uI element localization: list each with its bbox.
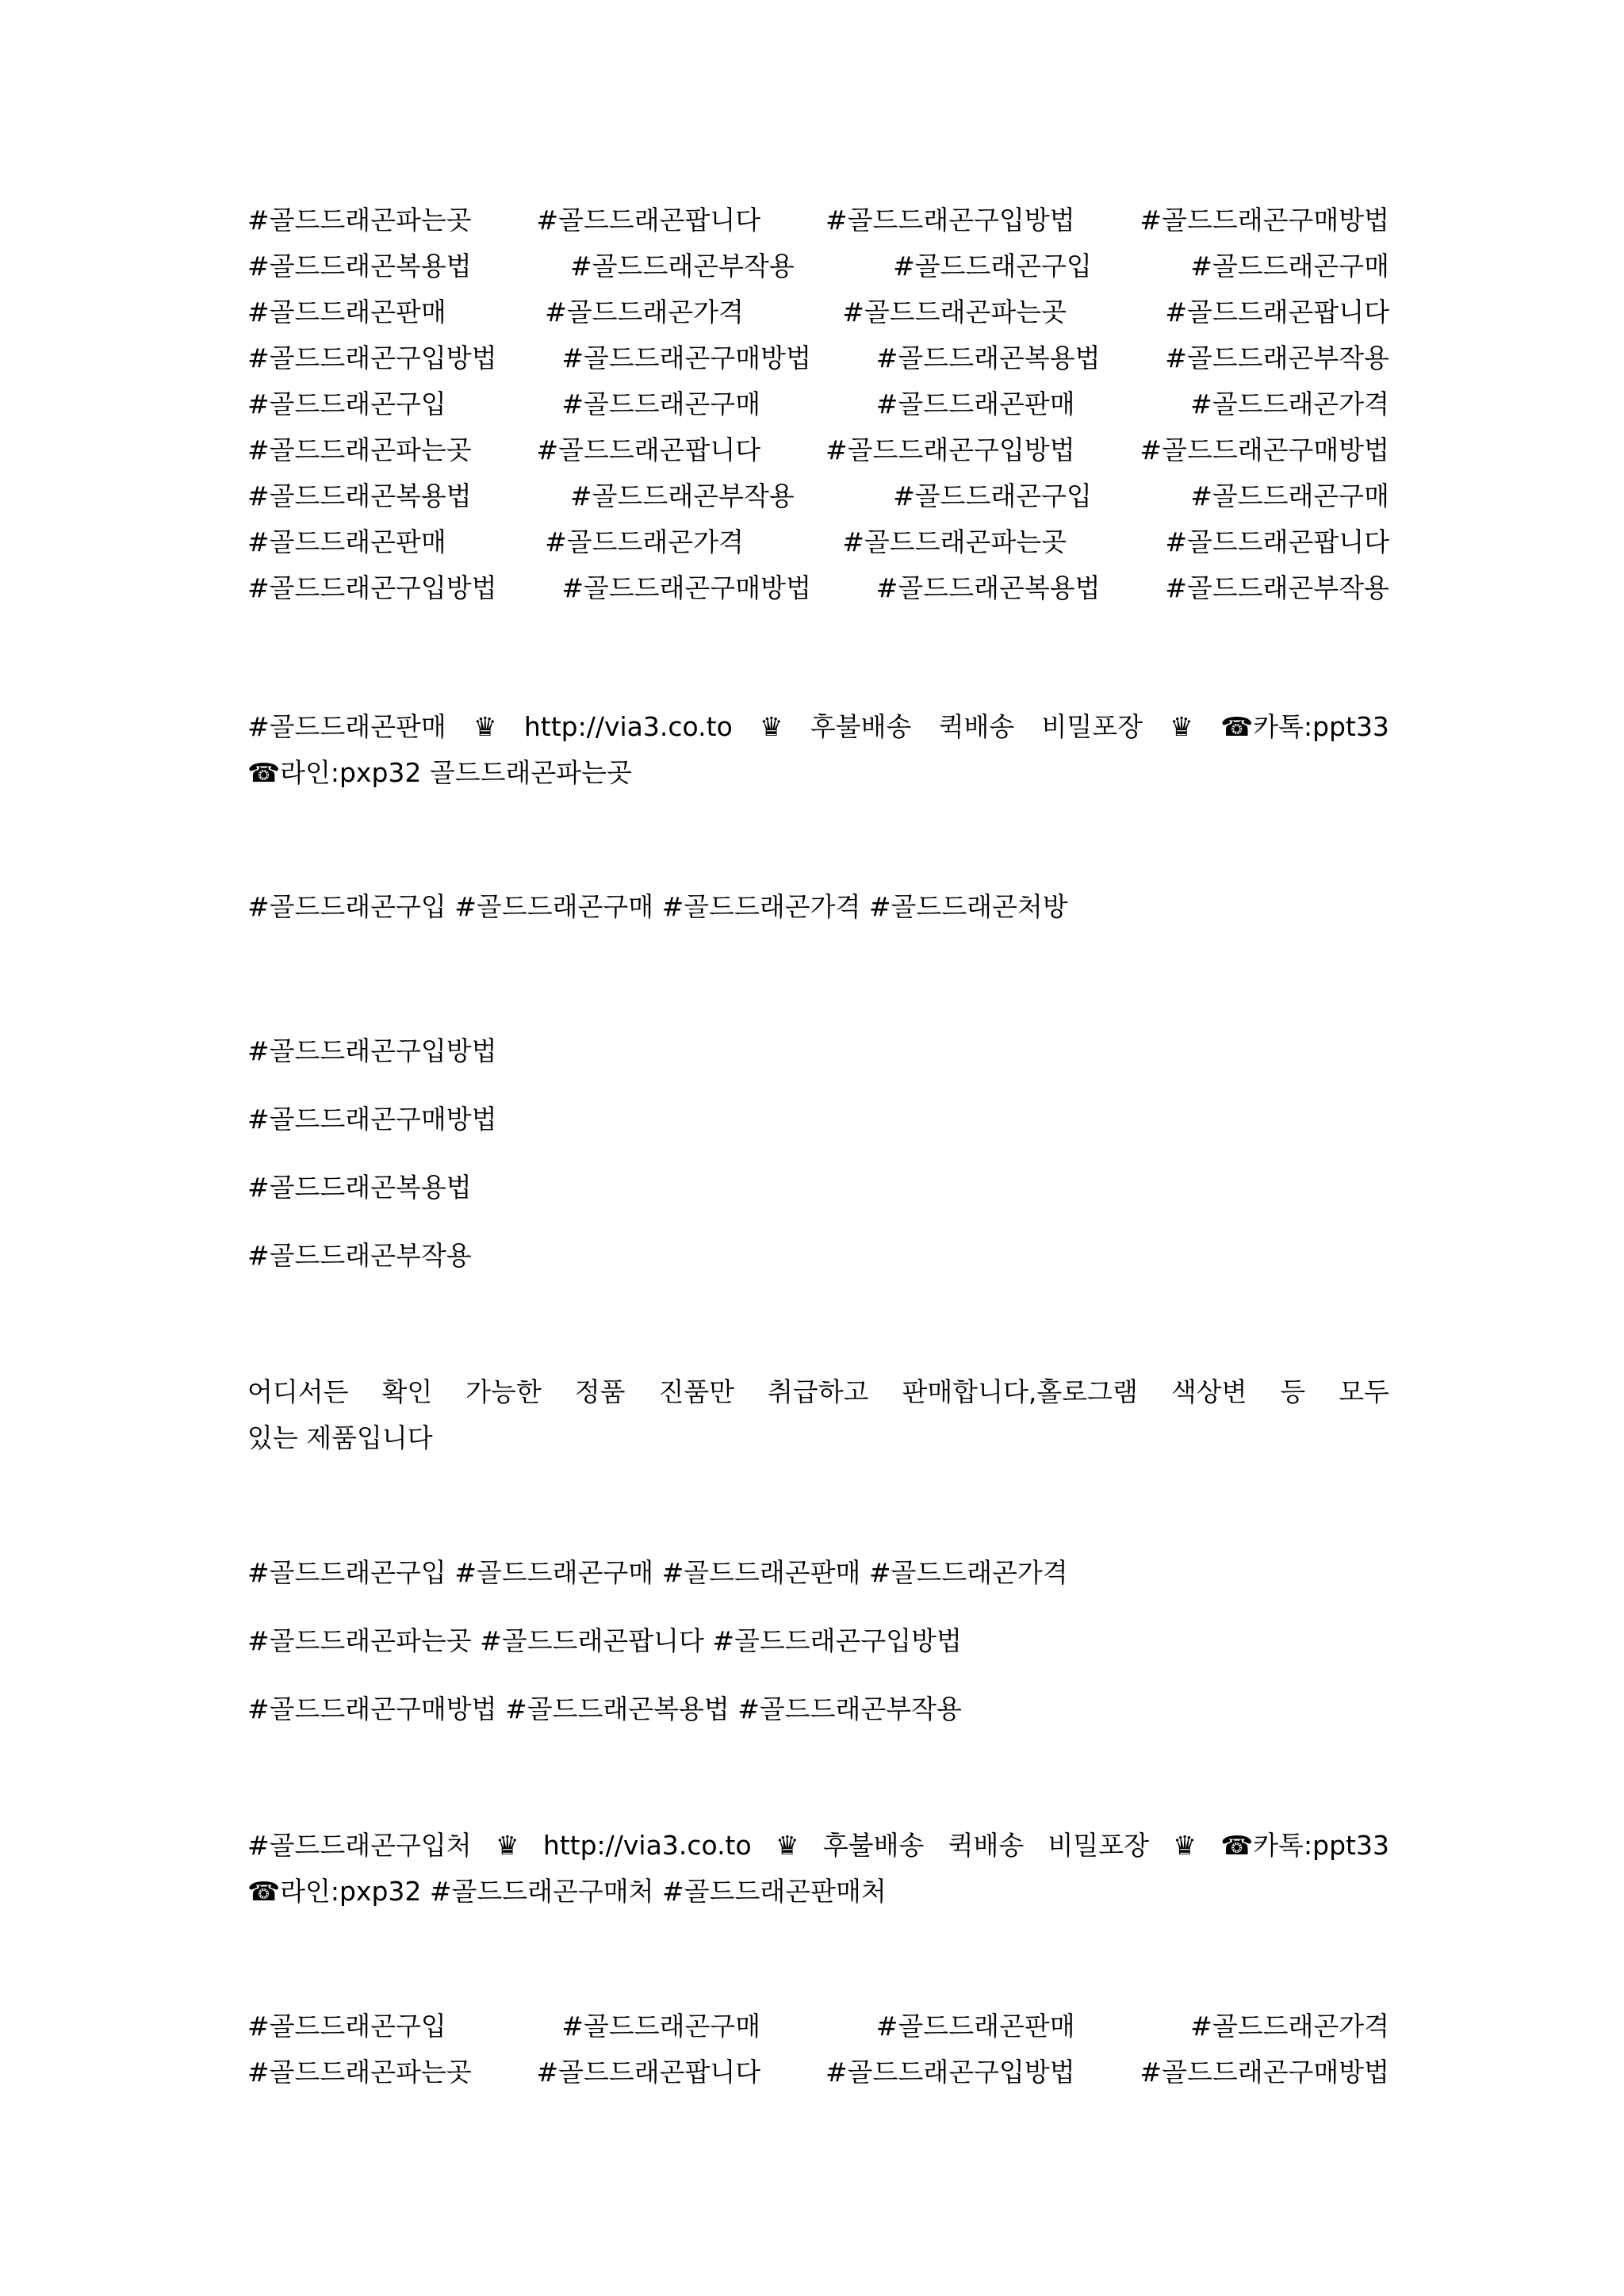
hashtag: #골드드래곤부작용 bbox=[570, 480, 795, 511]
hashtag: #골드드래곤팝니다 bbox=[536, 434, 761, 465]
text-word: 퀵배송 bbox=[938, 711, 1015, 742]
crown-icon: ♛ bbox=[1173, 1830, 1197, 1861]
hashtag: #골드드래곤부작용 bbox=[1165, 342, 1389, 373]
hashtag: #골드드래곤구입방법 bbox=[247, 342, 497, 373]
hashtag: #골드드래곤파는곳 bbox=[247, 2057, 472, 2087]
notice-line-1 bbox=[247, 1369, 1389, 1415]
grid-row bbox=[247, 2049, 1389, 2095]
list-item: #골드드래곤구매방법 bbox=[247, 1104, 497, 1135]
notice-line-2: 있는 제품입니다 bbox=[247, 1422, 433, 1453]
contact-line bbox=[247, 704, 1389, 750]
hashtag: #골드드래곤판매 bbox=[875, 388, 1075, 419]
hashtag: #골드드래곤판매 bbox=[247, 526, 446, 557]
notice-paragraph bbox=[247, 1369, 1389, 1461]
list-item: #골드드래곤구입방법 bbox=[247, 1035, 497, 1066]
hashtag: #골드드래곤판매 bbox=[247, 297, 446, 327]
text-word: 퀵배송 bbox=[948, 1830, 1025, 1861]
contact-block-1 bbox=[247, 704, 1389, 796]
hashtag-grid-bottom bbox=[247, 2003, 1389, 2095]
text-word: 확인 bbox=[381, 1376, 433, 1407]
hashtag: #골드드래곤구매 bbox=[561, 388, 761, 419]
hashtag: #골드드래곤가격 bbox=[1190, 2011, 1389, 2042]
grid-row bbox=[247, 335, 1389, 381]
hashtag: #골드드래곤구매 bbox=[561, 2011, 761, 2042]
grid-row bbox=[247, 519, 1389, 565]
hashtag: #골드드래곤구매방법 bbox=[1139, 2057, 1389, 2087]
crown-icon: ♛ bbox=[495, 1830, 519, 1861]
hashtag: #골드드래곤복용법 bbox=[247, 251, 472, 281]
hashtag: #골드드래곤구입처 bbox=[247, 1830, 472, 1861]
hashtag: #골드드래곤가격 bbox=[545, 297, 744, 327]
text-word: 등 bbox=[1280, 1376, 1306, 1407]
text-word: 정품 bbox=[574, 1376, 626, 1407]
hashtag: #골드드래곤판매 bbox=[247, 711, 446, 742]
text-word: 후불배송 bbox=[822, 1830, 925, 1861]
hashtag: #골드드래곤구매방법 bbox=[561, 342, 811, 373]
tags-row: #골드드래곤구입 #골드드래곤구매 #골드드래곤판매 #골드드래곤가격 bbox=[247, 1557, 1068, 1588]
text-word: 가능한 bbox=[465, 1376, 542, 1407]
text-word: 후불배송 bbox=[810, 711, 912, 742]
text-word: 모두 bbox=[1339, 1376, 1389, 1407]
grid-row bbox=[247, 197, 1389, 243]
hashtag: #골드드래곤복용법 bbox=[875, 572, 1101, 603]
hashtag: #골드드래곤파는곳 bbox=[842, 297, 1067, 327]
hashtag: #골드드래곤구매 bbox=[1190, 480, 1389, 511]
grid-row bbox=[247, 2003, 1389, 2049]
crown-icon: ♛ bbox=[473, 711, 497, 742]
crown-icon: ♛ bbox=[1170, 711, 1193, 742]
hashtag: #골드드래곤구입방법 bbox=[825, 205, 1075, 235]
text-word: 어디서든 bbox=[247, 1376, 349, 1407]
kakao-contact: ☎카톡:ppt33 bbox=[1220, 1830, 1389, 1861]
tags-row: #골드드래곤파는곳 #골드드래곤팝니다 #골드드래곤구입방법 bbox=[247, 1625, 962, 1656]
hashtag: #골드드래곤가격 bbox=[1190, 388, 1389, 419]
hashtag: #골드드래곤구입 bbox=[247, 2011, 446, 2042]
grid-row bbox=[247, 565, 1389, 611]
url-link[interactable]: http://via3.co.to bbox=[523, 711, 733, 742]
hashtag: #골드드래곤구입방법 bbox=[247, 572, 497, 603]
hashtag: #골드드래곤팝니다 bbox=[536, 2057, 761, 2087]
hashtag: #골드드래곤가격 bbox=[545, 526, 744, 557]
hashtag: #골드드래곤구입 bbox=[893, 251, 1092, 281]
hashtag: #골드드래곤팝니다 bbox=[536, 205, 761, 235]
hashtag: #골드드래곤구입방법 bbox=[825, 2057, 1075, 2087]
hashtag: #골드드래곤복용법 bbox=[875, 342, 1101, 373]
hashtag: #골드드래곤구매방법 bbox=[1139, 434, 1389, 465]
grid-row bbox=[247, 289, 1389, 335]
text-word: 비밀포장 bbox=[1041, 711, 1143, 742]
tags-line: #골드드래곤구입 #골드드래곤구매 #골드드래곤가격 #골드드래곤처방 bbox=[247, 891, 1068, 922]
hashtag: #골드드래곤구입 bbox=[247, 388, 446, 419]
hashtag: #골드드래곤구입방법 bbox=[825, 434, 1075, 465]
grid-row bbox=[247, 427, 1389, 473]
text-word: 취급하고 bbox=[768, 1376, 869, 1407]
tags-row: #골드드래곤구매방법 #골드드래곤복용법 #골드드래곤부작용 bbox=[247, 1693, 962, 1724]
contact-block-2 bbox=[247, 1823, 1389, 1915]
hashtag: #골드드래곤구매 bbox=[1190, 251, 1389, 281]
hashtag: #골드드래곤복용법 bbox=[247, 480, 472, 511]
hashtag: #골드드래곤팝니다 bbox=[1165, 297, 1389, 327]
text-word: 비밀포장 bbox=[1048, 1830, 1150, 1861]
text-word: 색상변 bbox=[1170, 1376, 1247, 1407]
crown-icon: ♛ bbox=[760, 711, 783, 742]
crown-icon: ♛ bbox=[775, 1830, 799, 1861]
list-item: #골드드래곤복용법 bbox=[247, 1172, 472, 1203]
text-word: 판매합니다,홀로그램 bbox=[902, 1376, 1138, 1407]
hashtag: #골드드래곤파는곳 bbox=[247, 205, 472, 235]
kakao-contact: ☎카톡:ppt33 bbox=[1220, 711, 1389, 742]
contact-line-2: ☎라인:pxp32 골드드래곤파는곳 bbox=[247, 757, 632, 788]
hashtag-grid-top bbox=[247, 197, 1389, 611]
contact-line-2: ☎라인:pxp32 #골드드래곤구매처 #골드드래곤판매처 bbox=[247, 1876, 887, 1907]
list-item: #골드드래곤부작용 bbox=[247, 1240, 472, 1271]
grid-row bbox=[247, 381, 1389, 427]
hashtag: #골드드래곤구매방법 bbox=[1139, 205, 1389, 235]
url-link[interactable]: http://via3.co.to bbox=[542, 1830, 752, 1861]
hashtag: #골드드래곤부작용 bbox=[1165, 572, 1389, 603]
text-word: 진품만 bbox=[658, 1376, 735, 1407]
grid-row bbox=[247, 473, 1389, 519]
hashtag: #골드드래곤구매방법 bbox=[561, 572, 811, 603]
contact-line bbox=[247, 1823, 1389, 1869]
hashtag: #골드드래곤파는곳 bbox=[247, 434, 472, 465]
hashtag: #골드드래곤팝니다 bbox=[1165, 526, 1389, 557]
grid-row bbox=[247, 243, 1389, 289]
hashtag: #골드드래곤부작용 bbox=[570, 251, 795, 281]
hashtag: #골드드래곤파는곳 bbox=[842, 526, 1067, 557]
hashtag: #골드드래곤판매 bbox=[875, 2011, 1075, 2042]
hashtag: #골드드래곤구입 bbox=[893, 480, 1092, 511]
